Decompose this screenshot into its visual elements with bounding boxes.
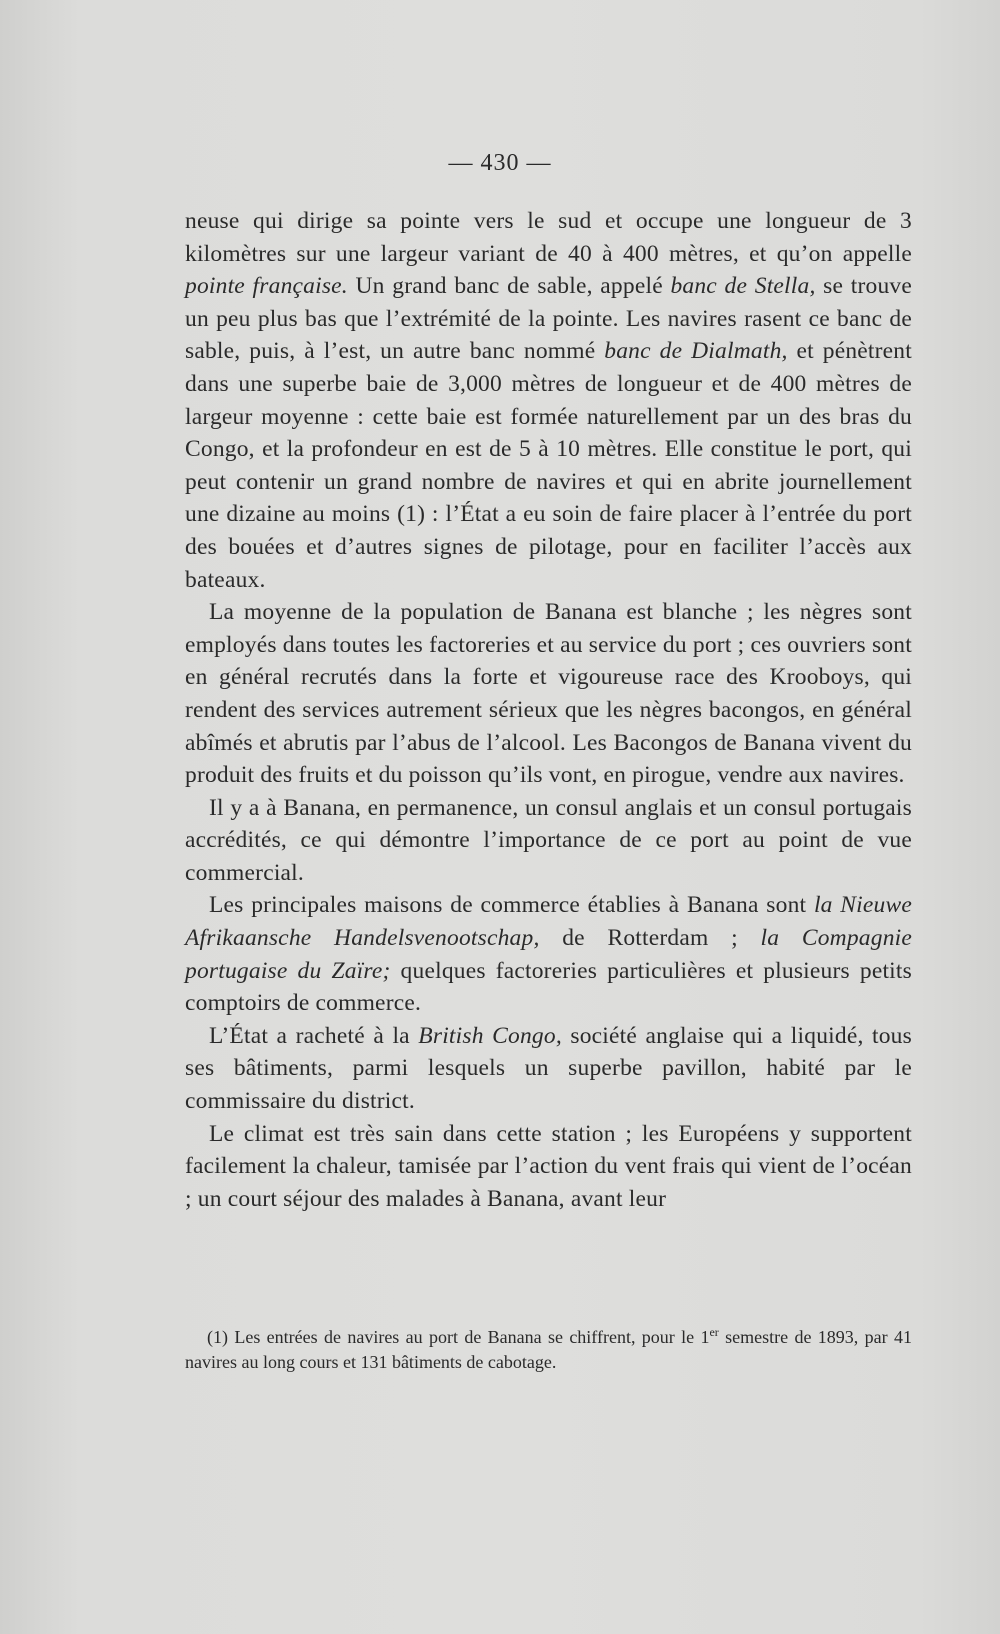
- body-text: [185, 205, 912, 1215]
- text-segment: de Rotterdam ;: [539, 925, 761, 952]
- footnote-text-before: Les entrées de navires au port de Banana se chiffrent, pour le 1: [228, 1327, 710, 1347]
- italic-text: British Congo,: [418, 1022, 562, 1049]
- text-segment: Un grand banc de sable, appelé: [347, 273, 671, 300]
- text-segment: quelques factoreries particulières et plusieurs petits comptoirs de commerce.: [185, 957, 912, 1017]
- text-segment: Les principales maisons de commerce établies à Banana sont: [209, 892, 814, 919]
- text-segment: L’État a racheté à la: [209, 1022, 419, 1049]
- paragraph: [185, 889, 912, 1019]
- paragraph: [185, 1118, 912, 1216]
- footnote-text-after: semestre de 1893, par 41 navires au long cours et 131 bâtiments de cabotage.: [185, 1327, 912, 1372]
- page-number: — 430 —: [448, 150, 552, 176]
- italic-text: la Nieuwe Afrikaansche Handelsvenootschap,: [185, 892, 912, 952]
- paragraph: [185, 205, 912, 596]
- text-segment: neuse qui dirige sa pointe vers le sud et occupe une longueur de 3 kilomètres sur une largeur variant de 40 à 400 mètres, et qu’on appelle: [185, 208, 912, 267]
- paragraph: [185, 596, 912, 792]
- text-segment: Il y a à Banana, en permanence, un consul anglais et un consul portugais accrédités, ce qui démontre l’importance de ce port au point de vue commercial.: [185, 794, 912, 886]
- italic-text: pointe française.: [185, 273, 348, 300]
- text-segment: société anglaise qui a liquidé, tous ses bâtiments, parmi lesquels un superbe pavillon, habité par le commissaire du district.: [185, 1022, 912, 1115]
- text-segment: se trouve un peu plus bas que l’extrémité de la pointe. Les navires rasent ce banc de sable, puis, à l’est, un autre banc nommé: [185, 273, 912, 365]
- paragraph: [185, 1020, 912, 1118]
- paragraph: [185, 792, 912, 890]
- footnote-superscript: er: [709, 1325, 719, 1339]
- italic-text: la Compagnie portugaise du Zaïre;: [185, 925, 912, 984]
- italic-text: banc de Dialmath,: [604, 338, 788, 365]
- text-segment: Le climat est très sain dans cette station ; les Européens y supportent facilement la chaleur, tamisée par l’action du vent frais qui vient de l’océan ; un court séjour des malades à Banana, avant leur: [185, 1120, 912, 1212]
- text-segment: La moyenne de la population de Banana est blanche ; les nègres sont employés dans toutes les factoreries et au service du port ; ces ouvriers sont en général recrutés dans la forte et vigoureuse race des Krooboys, qui rendent des services autrement sérieux que les nègres bacongos, en général abîmés et abrutis par l’abus de l’alcool. Les Bacongos de Banana vivent du produit des fruits et du poisson qu’ils vont, en pirogue, vendre aux navires.: [185, 599, 912, 789]
- footnote: [185, 1325, 912, 1375]
- text-segment: et pénètrent dans une superbe baie de 3,000 mètres de longueur et de 400 mètres de largeur moyenne : cette baie est formée naturellement par un des bras du Congo, et la profondeur en est de 5 à 10 mètres. Elle constitue le port, qui peut contenir un grand nombre de navires et qui en abrite journellement une dizaine au moins (1) : l’État a eu soin de faire placer à l’entrée du port des bouées et d’autres signes de pilotage, pour en faciliter l’accès aux bateaux.: [185, 338, 912, 593]
- footnote-marker: (1): [207, 1327, 228, 1347]
- italic-text: banc de Stella,: [670, 273, 816, 300]
